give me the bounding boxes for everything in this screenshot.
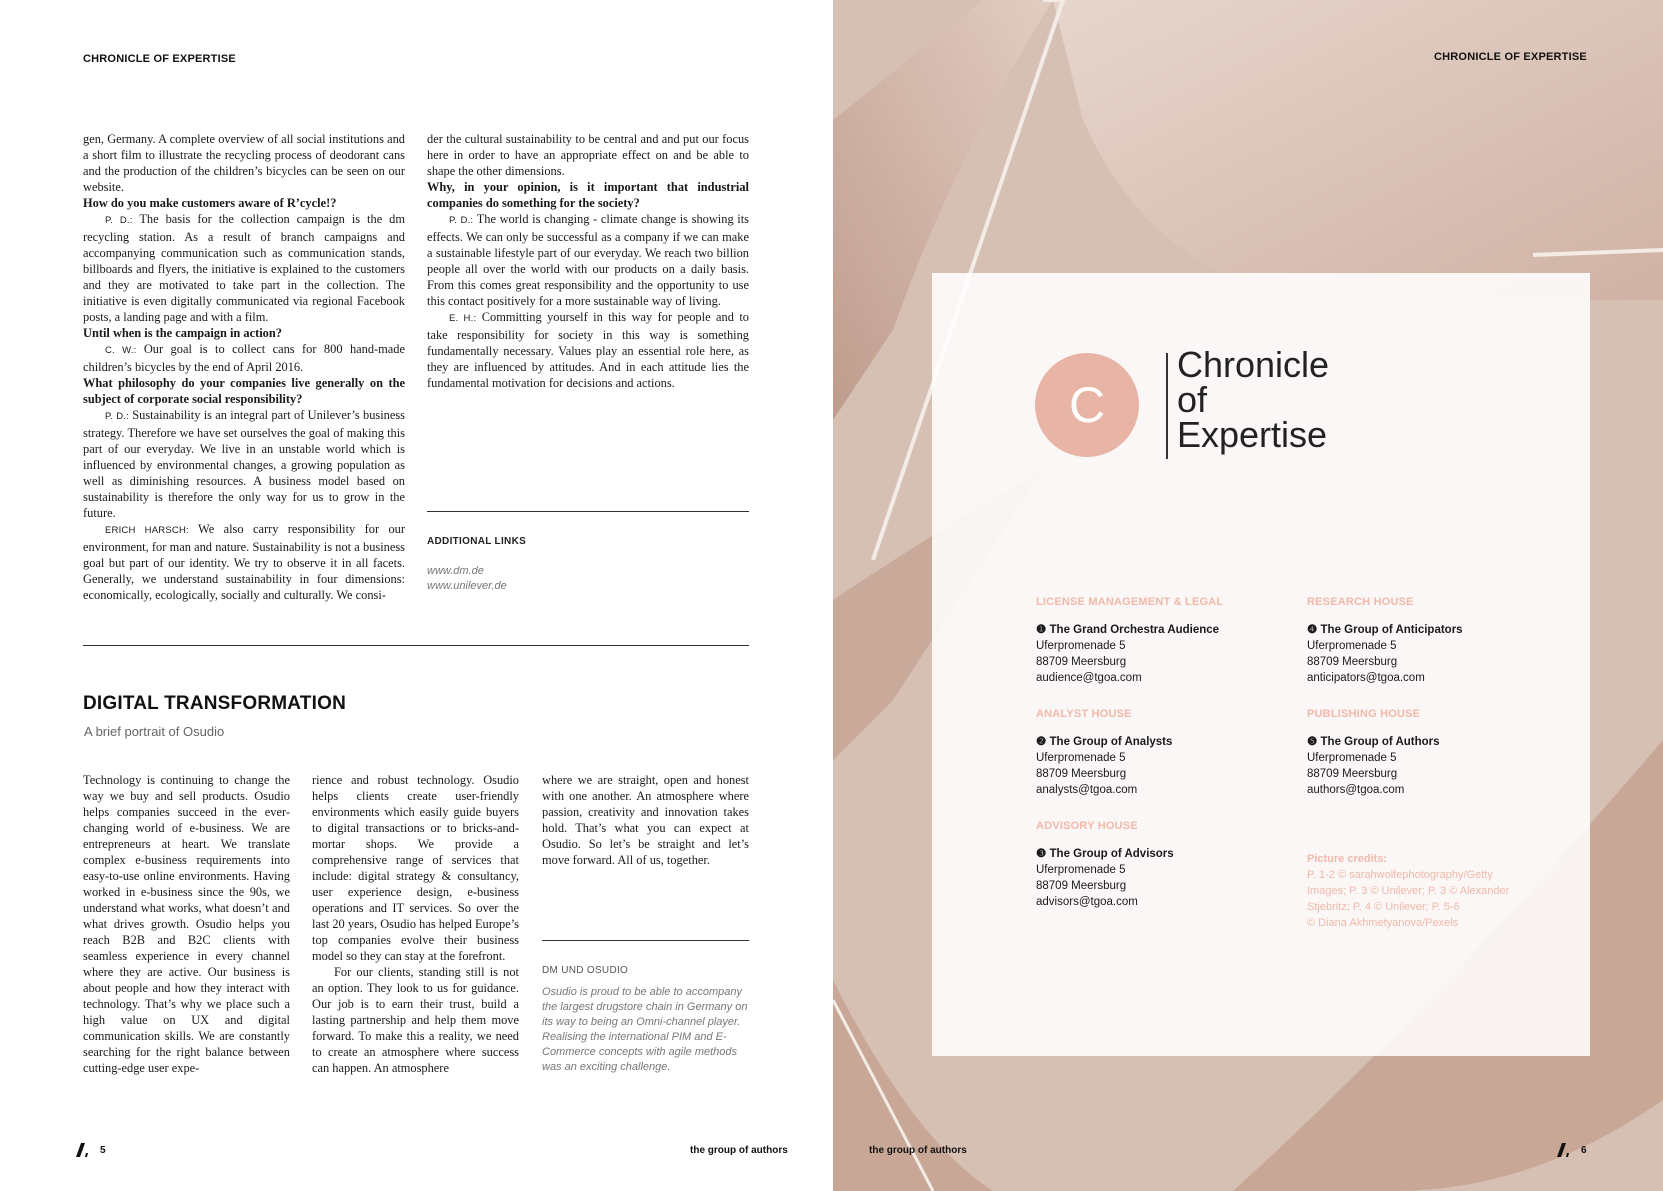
footer-left: the group of authors [690, 1145, 788, 1156]
interview-question: Until when is the campaign in action? [83, 326, 282, 340]
logo-letter: C [1068, 377, 1106, 433]
house-number: ❶ [1036, 624, 1047, 636]
answer-text: The world is changing - climate change is showing its effects. We can only be successful as a company if we can make a sustainable lifestyle part of our everyday. We reach two billion people all over the world with our products on a daily basis. From this comes great responsibility and the opportunity to use this contact positively for a more sustainable way of living. [427, 212, 749, 308]
logo-circle [1035, 353, 1139, 457]
links-divider [427, 511, 749, 512]
sidebar-text: Osudio is proud to be able to accompany the largest drugstore chain in Germany on its way to being an Omni-channel player. Realising the international PIM and E-Commerce concepts with agile methods was an exciting challenge. [542, 986, 748, 1073]
page-number-left: 5 [100, 1145, 106, 1156]
article-column-1 [83, 131, 405, 603]
house-license [1036, 596, 1223, 686]
house-name: The Group of Advisors [1049, 848, 1174, 860]
speaker-label: E. H.: [449, 313, 477, 324]
paragraph: Technology is continuing to change the way we buy and sell products. Osudio helps companies succeed in the ever-changing world of e-business. We are entrepreneurs at heart. We translate complex e-business requirements into easy-to-use online environments. Having worked in e-business since the 90s, we understand what works, what doesn’t and what drives growth. Osudio helps you reach B2B and B2C clients with seamless experience in every channel where they are active. Our business is about people and how they interact with technology. That’s why we place such a high value on UX and digital communication skills. We are constantly searching for the right balance between cutting-edge user expe- [83, 773, 290, 1075]
paragraph: For our clients, standing still is not an option. They look to us for guidance. Our job is to earn their trust, build a lasting partnership and help them move forward. To make this a reality, we need to create an atmosphere where success can happen. An atmosphere [312, 965, 519, 1075]
link-unilever[interactable]: www.unilever.de [427, 580, 507, 592]
house-title: RESEARCH HOUSE [1307, 596, 1414, 608]
speaker-label: ERICH HARSCH: [105, 525, 189, 536]
house-city: 88709 Meersburg [1036, 768, 1127, 780]
house-name: The Group of Analysts [1049, 736, 1173, 748]
credits-line: © Diana Akhmetyanova/Pexels [1307, 917, 1459, 929]
right-page [833, 0, 1663, 1191]
interview-answer [83, 407, 405, 521]
section-subtitle: A brief portrait of Osudio [84, 724, 225, 739]
speaker-label: P. D.: [449, 215, 474, 226]
house-street: Uferpromenade 5 [1036, 640, 1126, 652]
house-street: Uferpromenade 5 [1036, 864, 1126, 876]
credits-line: P. 1-2 © sarahwolfephotography/Getty [1307, 869, 1493, 881]
house-number: ❺ [1307, 736, 1318, 748]
answer-text: Committing yourself in this way for people and to take responsibility for society in this way is something fundamentally necessary. Values play an essential role here, as they are influenced by attitudes. And in each attitude lies the fundamental motivation for decisions and actions. [427, 310, 749, 390]
house-name: The Group of Anticipators [1320, 624, 1463, 636]
logo-line-1: Chronicle [1177, 344, 1330, 385]
house-email[interactable]: analysts@tgoa.com [1036, 784, 1138, 796]
logo-slash-icon [76, 1143, 90, 1157]
house-advisory [1036, 820, 1174, 910]
answer-text: Sustainability is an integral part of Unilever’s business strategy. Therefore we have set ourselves the goal of making this part of our everyday. We live in an unstable world which is influenced by environmental changes, a growing population as well as diminishing resources. A business model based on sustainability is therefore the only way for us to grow in the future. [83, 408, 406, 520]
house-email[interactable]: audience@tgoa.com [1036, 672, 1142, 684]
house-city: 88709 Meersburg [1307, 768, 1398, 780]
paragraph: where we are straight, open and honest with one another. An atmosphere where passion, creativity and innovation takes hold. That’s what you can expect at Osudio. So let’s be straight and let’s move forward. All of us, together. [542, 773, 749, 867]
house-city: 88709 Meersburg [1036, 880, 1127, 892]
logo-divider [1166, 353, 1168, 459]
section-column-3 [542, 772, 749, 868]
interview-question: How do you make customers aware of R’cycle!? [83, 196, 337, 210]
house-title: ANALYST HOUSE [1036, 708, 1132, 720]
link-dm[interactable]: www.dm.de [427, 565, 484, 577]
house-title: LICENSE MANAGEMENT & LEGAL [1036, 596, 1224, 608]
house-email[interactable]: anticipators@tgoa.com [1307, 672, 1425, 684]
section-divider [83, 645, 749, 646]
answer-text: Our goal is to collect cans for 800 hand-made children’s bicycles by the end of April 2016. [83, 342, 405, 374]
logo-line-3: Expertise [1177, 414, 1328, 455]
paragraph: gen, Germany. A complete overview of all social institutions and a short film to illustrate the recycling process of deodorant cans and the production of the children’s bicycles can be seen on our website. [83, 132, 405, 194]
interview-question: What philosophy do your companies live generally on the subject of corporate social responsibility? [83, 376, 405, 406]
logo-line-2: of [1177, 379, 1208, 420]
answer-text: We also carry responsibility for our environment, for man and nature. Sustainability is not a business goal but part of our identity. We try to observe it in all facets. Generally, we understand sustainability in four dimensions: economically, ecologically, socially and culturally. We consi- [83, 522, 405, 602]
page-number-right: 6 [1581, 1145, 1587, 1156]
house-name: The Grand Orchestra Audience [1049, 624, 1220, 636]
interview-answer [83, 341, 405, 375]
answer-text: The basis for the collection campaign is the dm recycling station. As a result of branch campaigns and accompanying communication such as communication stands, billboards and flyers, the initiative is explained to the customers and they are motivated to take part in the collection. The initiative is even digitally communicated via regional Facebook posts, a landing page and with a film. [83, 212, 405, 324]
running-head-right: CHRONICLE OF EXPERTISE [1434, 51, 1587, 63]
links-title: ADDITIONAL LINKS [427, 536, 527, 547]
interview-answer [83, 211, 405, 325]
credits-line: Images; P. 3 © Unilever; P. 3 © Alexander [1307, 885, 1510, 897]
picture-credits [1307, 851, 1509, 931]
house-number: ❷ [1036, 736, 1047, 748]
footer-right: the group of authors [869, 1145, 967, 1156]
house-publishing [1307, 708, 1440, 798]
running-head-left: CHRONICLE OF EXPERTISE [83, 53, 236, 65]
article-column-2 [427, 131, 749, 391]
section-title: DIGITAL TRANSFORMATION [83, 693, 346, 714]
house-email[interactable]: advisors@tgoa.com [1036, 896, 1138, 908]
speaker-label: P. D.: [105, 215, 133, 226]
house-city: 88709 Meersburg [1307, 656, 1398, 668]
house-title: ADVISORY HOUSE [1036, 820, 1138, 832]
house-email[interactable]: authors@tgoa.com [1307, 784, 1405, 796]
house-number: ❹ [1307, 624, 1318, 636]
logo-wordmark [1177, 344, 1330, 455]
speaker-label: C. W.: [105, 345, 137, 356]
interview-answer [427, 211, 749, 309]
credits-line: Stjebritz; P. 4 © Unilever; P. 5-6 [1307, 901, 1460, 913]
house-number: ❸ [1036, 848, 1047, 860]
links-list [427, 564, 507, 594]
house-street: Uferpromenade 5 [1307, 640, 1397, 652]
paragraph: der the cultural sustainability to be central and and put our focus here in order to have an appropriate effect on and be able to shape the other dimensions. [427, 132, 749, 178]
sidebar-divider [542, 940, 749, 941]
house-city: 88709 Meersburg [1036, 656, 1127, 668]
logo-slash-icon [1557, 1143, 1571, 1157]
sidebar-title: DM UND OSUDIO [542, 965, 629, 976]
section-column-1 [83, 772, 290, 1076]
interview-question: Why, in your opinion, is it important that industrial companies do something for the society? [427, 180, 749, 210]
house-street: Uferpromenade 5 [1036, 752, 1126, 764]
paragraph: rience and robust technology. Osudio helps clients create user-friendly environments which easily guide buyers to digital transactions or to bricks-and-mortar shops. We provide a comprehensive range of services that include: digital strategy & consultancy, user experience design, e-business operations and IT services. So over the last 20 years, Osudio has helped Europe’s top companies evolve their business model so they can stay at the forefront. [312, 773, 519, 963]
house-name: The Group of Authors [1320, 736, 1440, 748]
interview-answer [427, 309, 749, 391]
house-analyst [1036, 708, 1172, 798]
contact-panel [932, 273, 1590, 1056]
credits-title: Picture credits: [1307, 853, 1388, 865]
section-column-2 [312, 772, 519, 1076]
house-research [1307, 596, 1463, 686]
interview-answer [83, 521, 405, 603]
house-street: Uferpromenade 5 [1307, 752, 1397, 764]
house-title: PUBLISHING HOUSE [1307, 708, 1421, 720]
speaker-label: P. D.: [105, 411, 129, 422]
